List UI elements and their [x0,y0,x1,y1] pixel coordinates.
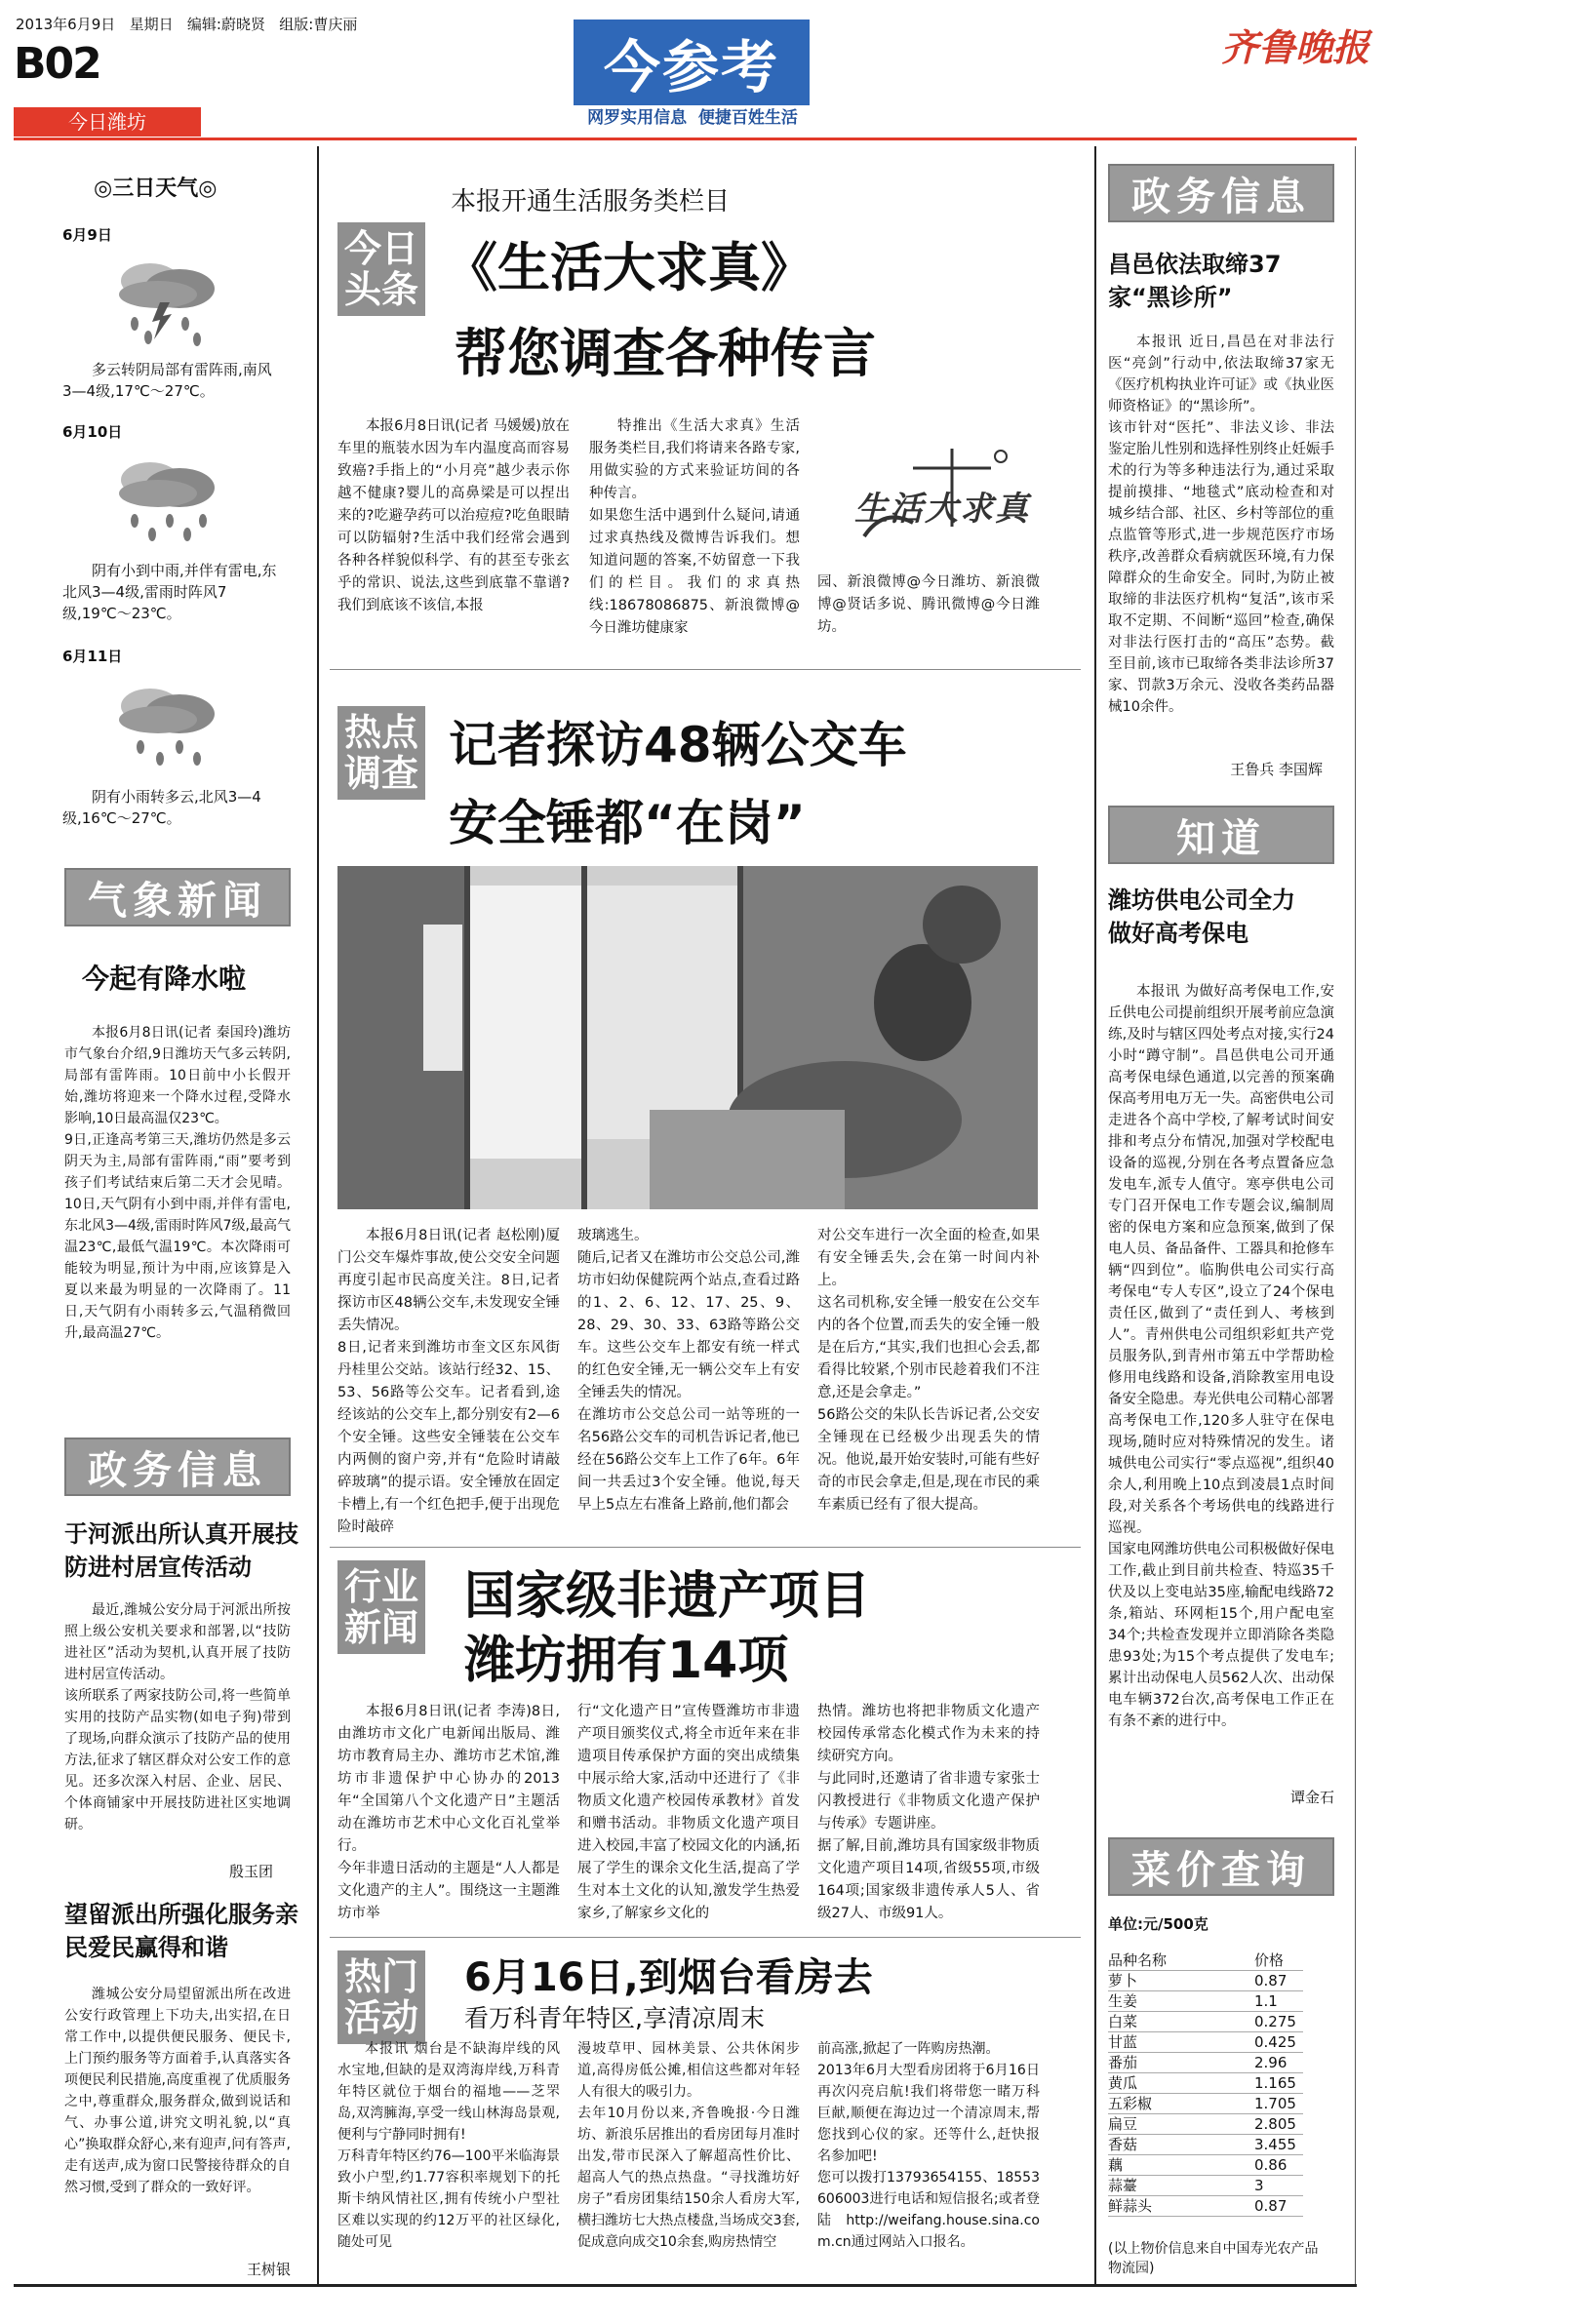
weather-day-2-desc: 阴有小到中雨,并伴有雷电,东北风3—4级,雷雨时阵风7级,19℃～23℃。 [62,562,277,622]
know-author: 谭金石 [1289,1789,1334,1806]
price-item-name: 白菜 [1108,2013,1138,2030]
bus-story-tag-text: 热点调查 [343,711,418,795]
prices-note: (以上物价信息来自中国寿光农产品物流园) [1108,2241,1319,2276]
price-item-value: 0.86 [1254,2156,1288,2174]
table-row [1108,2012,1303,2032]
bus-story-headline2: 安全锤都“在岗” [449,795,806,851]
price-item-value: 1.705 [1254,2095,1296,2112]
table-row [1108,2032,1303,2053]
top-story-tag-text: 今日头条 [343,227,418,311]
life-truth-logo-text: 生活大求真 [854,490,1030,529]
heritage-story-headline1: 国家级非遗产项目 [464,1567,871,1626]
table-row [1108,2053,1303,2073]
price-item-value: 0.87 [1254,2197,1288,2215]
left-politics-section: 政务信息 [64,1438,291,1496]
bus-story-col3: 对公交车进行一次全面的检查,如果有安全锤丢失,会在第一时间内补上。 这名司机称,安全锤一般安在公交车内的各个位置,而丢失的安全锤一般是在后方,“其实,我们也担心会丢,都看得比较紧,个别市民趁着我们不注意,还是会拿走。” 56路公交的朱队长告诉记者,公交安全锤现在已经极少出现丢失的情况。他说,最开始安装时,可能有些好奇的市民会拿走,但是,现在市民的乘车素质已经有了很大提高。 [817,1228,1040,1513]
heritage-story-col2: 行“文化遗产日”宣传暨潍坊市非遗产项目颁奖仪式,将全市近年来在非遗项目传承保护方面的突出成绩集中展示给大家,活动中还进行了《非物质文化遗产校园传承教材》首发和赠书活动。非物质文化遗产项目进入校园,丰富了校园文化的内涵,拓展了学生的课余文化生活,提高了学生对本土文化的认知,激发学生热爱家乡,了解家乡文化的 [577,1704,800,1921]
price-item-value: 3.455 [1254,2136,1296,2153]
prices-unit: 单位:元/500克 [1108,1915,1209,1933]
heritage-story-col1: 本报6月8日讯(记者 李涛)8日,由潍坊市文化广电新闻出版局、潍坊市教育局主办、潍坊市艺术馆,潍坊市非遗保护中心协办的2013年“全国第八个文化遗产日”主题活动在潍坊市艺术中心文化百礼堂举行。 今年非遗日活动的主题是“人人都是文化遗产的主人”。围绕这一主题潍坊市举 [337,1704,560,1921]
masthead-sub1: 网罗实用信息 [587,108,688,128]
prices-col-name: 品种名称 [1108,1951,1168,1969]
price-item-name: 藕 [1108,2156,1124,2174]
rule-left [317,146,319,2284]
prices-section: 菜价查询 [1108,1837,1334,1896]
table-row [1108,1991,1303,2012]
rule-outer-right [1355,146,1356,2284]
weather-day-3-date: 6月11日 [62,648,123,665]
weather-news-body: 本报6月8日讯(记者 秦国玲)潍坊市气象台介绍,9日潍坊天气多云转阴,局部有雷阵雨。10日前中小长假开始,潍坊将迎来一个降水过程,受降水影响,10日最高温仅23℃。 9日,正逢高考第三天,潍坊仍然是多云阴天为主,局部有雷阵雨,“雨”要考到孩子们考试结束后第二天才会见晴。10日,天气阴有小到中雨,并伴有雷电,东北风3—4级,雷雨时阵风7级,最高气温23℃,最低气温19℃。本次降雨可能较为明显,预计为中雨,应该算是入夏以来最为明显的一次降雨了。11日,天气阴有小雨转多云,气温稍微回升,最高温27℃。 [64,1025,291,1341]
header-date: 2013年6月9日 [16,16,116,33]
right-politics-headline: 昌邑依法取缔37家“黑诊所” [1108,251,1282,311]
price-item-name: 番茄 [1108,2054,1138,2071]
header-layout: 组版:曹庆丽 [279,16,358,33]
top-story-kicker: 本报开通生活服务类栏目 [451,187,731,217]
price-item-value: 1.165 [1254,2074,1296,2092]
bus-story-headline1: 记者探访48辆公交车 [449,717,907,773]
masthead-logo [574,20,810,105]
bus-interior-photo [337,866,1038,1209]
table-row [1108,1971,1303,1991]
price-item-name: 香菇 [1108,2136,1138,2153]
house-story-tag [337,1950,425,2044]
header-rule [14,138,1357,140]
top-story-col3: 园、新浪微博@今日潍坊、新浪微博@贤话多说、腾讯微博@今日潍坊。 [817,574,1040,635]
left-politics-item2-body: 潍城公安分局望留派出所在改进公安行政管理上下功夫,出实招,在日常工作中,以提供便民服务、便民卡,上门预约服务等方面着手,认真落实各项便民利民措施,高度重视了优质服务之中,尊重群众,服务群众,做到说话和气、办事公道,讲究文明礼貌,以“真心”换取群众舒心,来有迎声,问有答声,走有送声,成为窗口民警接待群众的自然习惯,受到了群众的一致好评。 [64,1987,291,2195]
header-weekday: 星期日 [129,16,174,33]
heritage-story-tag [337,1560,425,1654]
price-item-value: 1.1 [1254,1992,1278,2010]
house-story-col1: 本报讯 烟台是不缺海岸线的风水宝地,但缺的是双湾海岸线,万科青年特区就位于烟台的福地——芝罘岛,双湾臃海,享受一线山林海岛景观,便利与宁静同时拥有! 万科青年特区约76—100平米临海景致小户型,约1.77容积率规划下的托斯卡纳风情社区,拥有传统小户型社区难以实现的约12万平的社区绿化,随处可见 [337,2041,560,2250]
know-headline: 潍坊供电公司全力做好高考保电 [1108,886,1295,947]
rain-cloud-icon [101,451,228,548]
table-row [1108,2114,1303,2135]
weather-day-2-date: 6月10日 [62,423,123,441]
weather-day-1-date: 6月9日 [62,226,112,244]
house-story-col2: 漫坡草甲、园林美景、公共休闲步道,高得房低公摊,相信这些都对年轻人有很大的吸引力。 去年10月份以来,齐鲁晚报·今日潍坊、新浪乐居推出的看房团每月准时出发,带市民深入了解超高性价比、超高人气的热点热盘。“寻找潍坊好房子”看房团集结150余人看房大军,横扫潍坊七大热点楼盘,当场成交3套,促成意向成交10余套,购房热情空 [577,2041,800,2250]
table-row [1108,2094,1303,2114]
house-story-headline2: 看万科青年特区,享清凉周末 [464,2004,765,2032]
masthead-title: 今参考 [603,34,779,100]
weather-title: ◎三日天气◎ [94,177,218,201]
right-politics-section: 政务信息 [1108,164,1334,222]
price-item-name: 扁豆 [1108,2115,1138,2133]
left-politics-item1-title: 于河派出所认真开展技防进村居宣传活动 [64,1520,298,1581]
price-item-value: 2.96 [1254,2054,1288,2071]
page-number: B02 [14,39,100,89]
right-politics-body: 本报讯 近日,昌邑在对非法行医“亮剑”行动中,依法取缔37家无《医疗机构执业许可证》或《执业医师资格证》的“黑诊所”。 该市针对“医托”、非法义诊、非法鉴定胎儿性别和选择性别终止妊娠手术的行为等多种违法行为,通过采取提前摸排、“地毯式”底动检查和对城乡结合部、社区、乡村等部位的重点监管等形式,进一步规范医疗市场秩序,改善群众看病就医环境,有力保障群众的生命安全。同时,为防止被取缔的非法医疗机构“复活”,该市采取不定期、不间断“巡回”检查,确保对非法行医打击的“高压”态势。截至目前,该市已取缔各类非法诊所37家、罚款3万余元、没收各类药品器械10余件。 [1108,335,1334,715]
right-politics-author: 王鲁兵 李国辉 [1230,761,1323,778]
weather-news-headline: 今起有降水啦 [82,963,247,995]
light-rain-icon [101,677,228,774]
price-item-name: 生姜 [1108,1992,1138,2010]
bus-story-tag [337,706,425,800]
header-meta [16,14,357,35]
heritage-story-headline2: 潍坊拥有14项 [464,1632,789,1690]
heritage-story-tag-text: 行业新闻 [343,1565,418,1649]
top-story-col1: 本报6月8日讯(记者 马媛媛)放在车里的瓶装水因为车内温度高而容易致癌?手指上的“小月亮”越少表示你越不健康?婴儿的高鼻梁是可以捏出来的?吃避孕药可以治痘痘?吃鱼眼睛可以防辐射?生活中我们经常会遇到各种各样貌似科学、有的甚至专张玄乎的常识、说法,这些到底靠不靠谱?我们到底该不该信,本报 [337,418,570,613]
price-item-value: 3 [1254,2177,1264,2194]
header-editor: 编辑:蔚晓贤 [186,16,265,33]
left-politics-item2-author: 王树银 [246,2261,291,2278]
price-item-name: 萝卜 [1108,1972,1138,1989]
top-story-col2: 特推出《生活大求真》生活服务类栏目,我们将请来各路专家,用做实验的方式来验证坊间的各种传言。 如果您生活中遇到什么疑问,请通过求真热线及微博告诉我们。想知道问题的答案,不妨留意一下我们的栏目。我们的求真热线:18678086875、新浪微博@今日潍坊健康家 [589,418,800,636]
house-story-headline1: 6月16日,到烟台看房去 [464,1955,873,2000]
price-item-value: 0.87 [1254,1972,1288,1989]
bus-story-col2: 玻璃逃生。 随后,记者又在潍坊市公交总公司,潍坊市妇幼保健院两个站点,查看过路的1、2、6、12、17、25、9、28、29、30、33、63路等路公交车。这些公交车上都安有统一样式的红色安全锤,无一辆公交车上有安全锤丢失的情况。 在潍坊市公交总公司一站等班的一名56路公交车的司机告诉记者,他已经在56路公交车上工作了6年。6年间一共丢过3个安全锤。他说,每天早上5点左右准备上路前,他们都会 [577,1228,800,1513]
top-story-tag [337,222,425,316]
newspaper-name: 齐鲁晚报 [1221,25,1370,69]
rule-bottom [14,2284,1357,2287]
price-item-name: 黄瓜 [1108,2074,1138,2092]
table-row [1108,2196,1303,2217]
weather-day-1-desc: 多云转阴局部有雷阵雨,南风3—4级,17℃～27℃。 [62,361,272,400]
heritage-story-col3: 热情。潍坊也将把非物质文化遗产校园传承常态化模式作为未来的持续研究方向。 与此同时,还邀请了省非遗专家张士闪教授进行《非物质文化遗产保护与传承》专题讲座。 据了解,目前,潍坊具有国家级非物质文化遗产项目14项,省级55项,市级164项;国家级非遗传承人5人、省级27人、市级91人。 [817,1704,1040,1921]
price-item-name: 蒜薹 [1108,2177,1138,2194]
table-row [1108,2155,1303,2176]
price-item-value: 0.425 [1254,2033,1296,2051]
house-story-tag-text: 热门活动 [343,1955,418,2039]
prices-table-header [1108,1950,1303,1971]
rule-top-story [330,669,1081,670]
weather-news-section: 气象新闻 [64,868,291,926]
top-story-headline2: 帮您调查各种传言 [455,323,876,384]
prices-col-price: 价格 [1254,1951,1285,1969]
left-politics-item2-title: 望留派出所强化服务亲民爱民赢得和谐 [64,1901,298,1961]
bus-story-col1: 本报6月8日讯(记者 赵松刚)厦门公交车爆炸事故,使公交安全问题再度引起市民高度关注。8日,记者探访市区48辆公交车,未发现安全锤丢失情况。 8日,记者来到潍坊市奎文区东风街丹桂里公交站。该站行经32、15、53、56路等公交车。记者看到,途经该站的公交车上,都分别安有2—6个安全锤。这些安全锤装在公交车内两侧的窗户旁,并有“危险时请敲碎玻璃”的提示语。安全锤放在固定卡槽上,有一个红色把手,便于出现危险时敲碎 [337,1228,560,1535]
table-row [1108,2073,1303,2094]
price-item-value: 2.805 [1254,2115,1296,2133]
price-item-value: 0.275 [1254,2013,1296,2030]
house-story-col3: 前高涨,掀起了一阵购房热潮。 2013年6月大型看房团将于6月16日再次闪亮启航!我们将带您一睹万科巨献,顺便在海边过一个清凉周末,帮您找到心仪的家。还等什么,赶快报名参加吧! 您可以拨打13793654155、18553606003进行电话和短信报名;或者登陆http://weifang.house.sina.com.cn通过网站入口报名。 [817,2041,1040,2250]
price-item-name: 甘蓝 [1108,2033,1138,2051]
table-row [1108,2135,1303,2155]
left-politics-item1-body: 最近,潍城公安分局于河派出所按照上级公安机关要求和部署,以“技防进社区”活动为契机,认真开展了技防进村居宣传活动。 该所联系了两家技防公司,将一些简单实用的技防产品实物(如电子狗)带到了现场,向群众演示了技防产品的使用方法,征求了辖区群众对公安工作的意见。还多次深入村居、企业、居民、个体商铺家中开展技防进社区实地调研。 [64,1602,291,1832]
rule-heritage [330,1937,1081,1938]
know-section: 知道 [1108,806,1334,864]
masthead-sub2: 便捷百姓生活 [697,108,798,128]
price-item-name: 鲜蒜头 [1108,2197,1153,2215]
table-row [1108,2176,1303,2196]
left-politics-item1-author: 殷玉团 [228,1863,273,1880]
know-body: 本报讯 为做好高考保电工作,安丘供电公司提前组织开展考前应急演练,及时与辖区四处考点对接,实行24小时“蹲守制”。昌邑供电公司开通高考保电绿色通道,以完善的预案确保高考用电万无一失。高密供电公司走进各个高中学校,了解考试时间安排和考点分布情况,加强对学校配电设备的巡视,分别在各考点置备应急发电车,派专人值守。寒亭供电公司专门召开保电工作专题会议,编制周密的保电方案和应急预案,做到了保电人员、备品备件、工器具和抢修车辆“四到位”。临朐供电公司实行高考保电“专人专区”,设立了24个保电责任区,做到了“责任到人、考核到人”。青州供电公司组织彩虹共产党员服务队,到青州市第五中学帮助检修用电线路和设备,消除教室用电设备安全隐患。寿光供电公司精心部署高考保电工作,120多人驻守在保电现场,随时应对特殊情况的发生。诸城供电公司实行“零点巡视”,组织40余人,利用晚上10点到凌晨1点时间段,对关系各个考场供电的线路进行巡视。 国家电网潍坊供电公司积极做好保电工作,截止到目前共检查、特巡35千伏及以上变电站35座,输配电线路72条,箱站、环网柜15个,用户配电室34个;共检查发现并立即消除各类隐患93处;为15个考点提供了发电车;累计出动保电人员562人次、出动保电车辆372台次,高考保电工作正在有条不紊的进行中。 [1108,984,1334,1729]
rule-right [1094,146,1096,2284]
weather-day-3-desc: 阴有小雨转多云,北风3—4级,16℃～27℃。 [62,788,261,827]
top-story-headline1: 《生活大求真》 [445,237,813,298]
masthead-sub [575,103,810,128]
rule-bus-story [330,1547,1081,1548]
price-item-name: 五彩椒 [1108,2095,1153,2112]
prices-table [1108,1950,1303,2217]
thunderstorm-icon [101,252,228,349]
column-label: 今日潍坊 [14,107,201,137]
